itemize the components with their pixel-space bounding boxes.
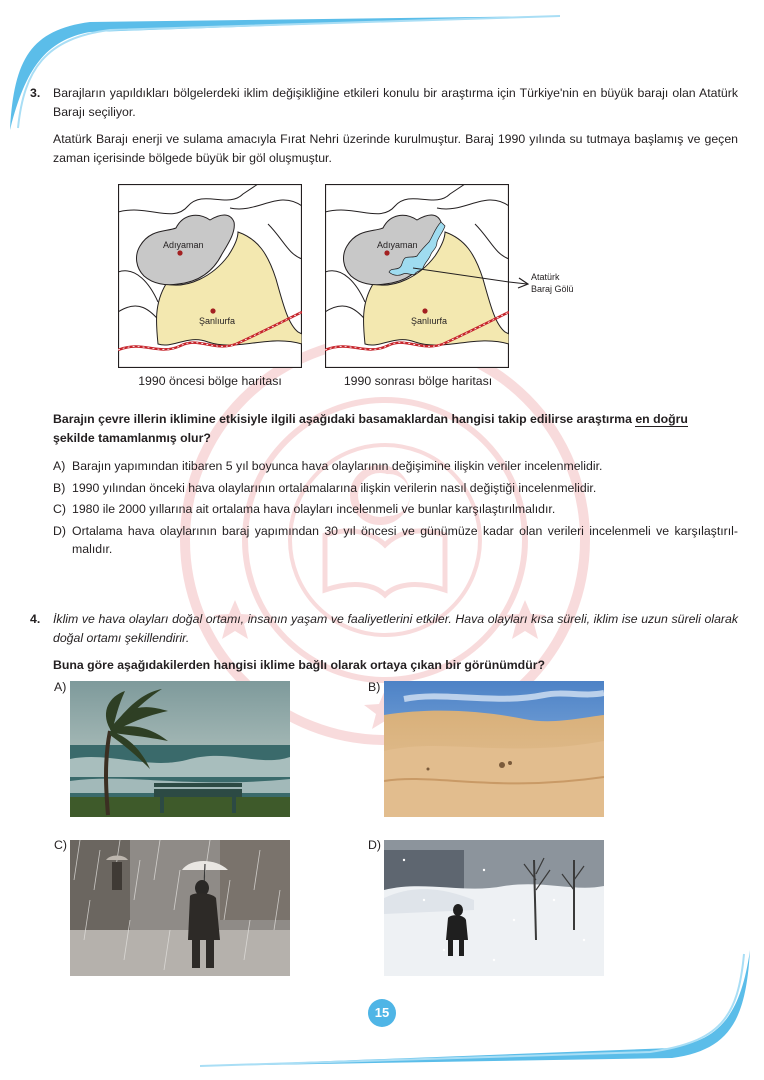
photo-option-b-label: B) (368, 680, 381, 694)
map-after-caption: 1990 sonrası bölge haritası (343, 374, 493, 388)
question-3 (30, 84, 738, 176)
city-label-sanliurfa: Şanlıurfa (199, 316, 236, 326)
map-before-caption: 1990 öncesi bölge haritası (138, 374, 282, 388)
q4-question: Buna göre aşağıdakilerden hangisi iklime bağlı olarak ortaya çıkan bir görünümdür? (53, 658, 546, 672)
option-a[interactable]: A) Barajın yapımından itibaren 5 yıl boyunca hava olaylarının değişimine ilişkin veriler incelenmelidir. (53, 459, 603, 473)
map-before-1990 (118, 184, 302, 368)
city-label-adiyaman: Adıyaman (377, 240, 418, 250)
option-d[interactable]: D) Ortalama hava olaylarının baraj yapımından 30 yıl öncesi ve günümüze kadar olan verileri incelenmeli ve karşılaştırıl-malıdır. (53, 523, 738, 556)
question-number: 3. (30, 86, 41, 100)
q4-intro: İklim ve hava olayları doğal ortamı, insanın yaşam ve faaliyetlerini etkiler. Hava olayları kısa süreli, iklim ise uzun süreli olarak doğal ortamı şekillendirir. (53, 612, 738, 645)
snowstorm-photo[interactable] (384, 840, 604, 976)
storm-palm-photo[interactable] (70, 681, 290, 817)
city-label-sanliurfa: Şanlıurfa (411, 316, 448, 326)
q3-intro-2: Atatürk Barajı enerji ve sulama amacıyla Fırat Nehri üzerinde kurulmuştur. Baraj 1990 yılında su tutmaya başlamış ve geçen zaman içerisinde bölgede büyük bir göl oluşmuştur. (53, 132, 738, 165)
q3-question: Barajın çevre illerin iklimine etkisiyle ilgili aşağıdaki basamaklardan hangisi takip edilirse araştırma en doğru şekilde tamamlanmış olur? (53, 412, 688, 445)
city-label-adiyaman: Adıyaman (163, 240, 204, 250)
photo-option-d-label: D) (368, 838, 381, 852)
page-number: 15 (368, 999, 396, 1027)
emphasis-underline: en doğru (635, 412, 688, 426)
q3-options (53, 457, 738, 559)
photo-option-c-label: C) (54, 838, 67, 852)
photo-option-a-label: A) (54, 680, 67, 694)
arrow-head-icon (509, 275, 529, 291)
question-4 (30, 610, 738, 684)
map-after-1990 (325, 184, 509, 368)
lake-label: Atatürk Baraj Gölü (531, 272, 574, 294)
option-b[interactable]: B) 1990 yılından önceki hava olaylarının ortalamalarına ilişkin verilerin nasıl değiştiği incelenmelidir. (53, 480, 597, 495)
question-3-stem (30, 410, 738, 562)
heavy-rain-photo[interactable] (70, 840, 290, 976)
desert-dunes-photo[interactable] (384, 681, 604, 817)
q3-intro-1: Barajların yapıldıkları bölgelerdeki iklim değişikliğine etkileri konulu bir araştırma için Türkiye'nin en büyük barajı olan Atatürk Barajı seçiliyor. (53, 86, 738, 119)
option-c[interactable]: C) 1980 ile 2000 yıllarına ait ortalama hava olayları incelenmeli ve bunlar karşılaştırılmalıdır. (53, 502, 556, 516)
question-number: 4. (30, 612, 41, 626)
